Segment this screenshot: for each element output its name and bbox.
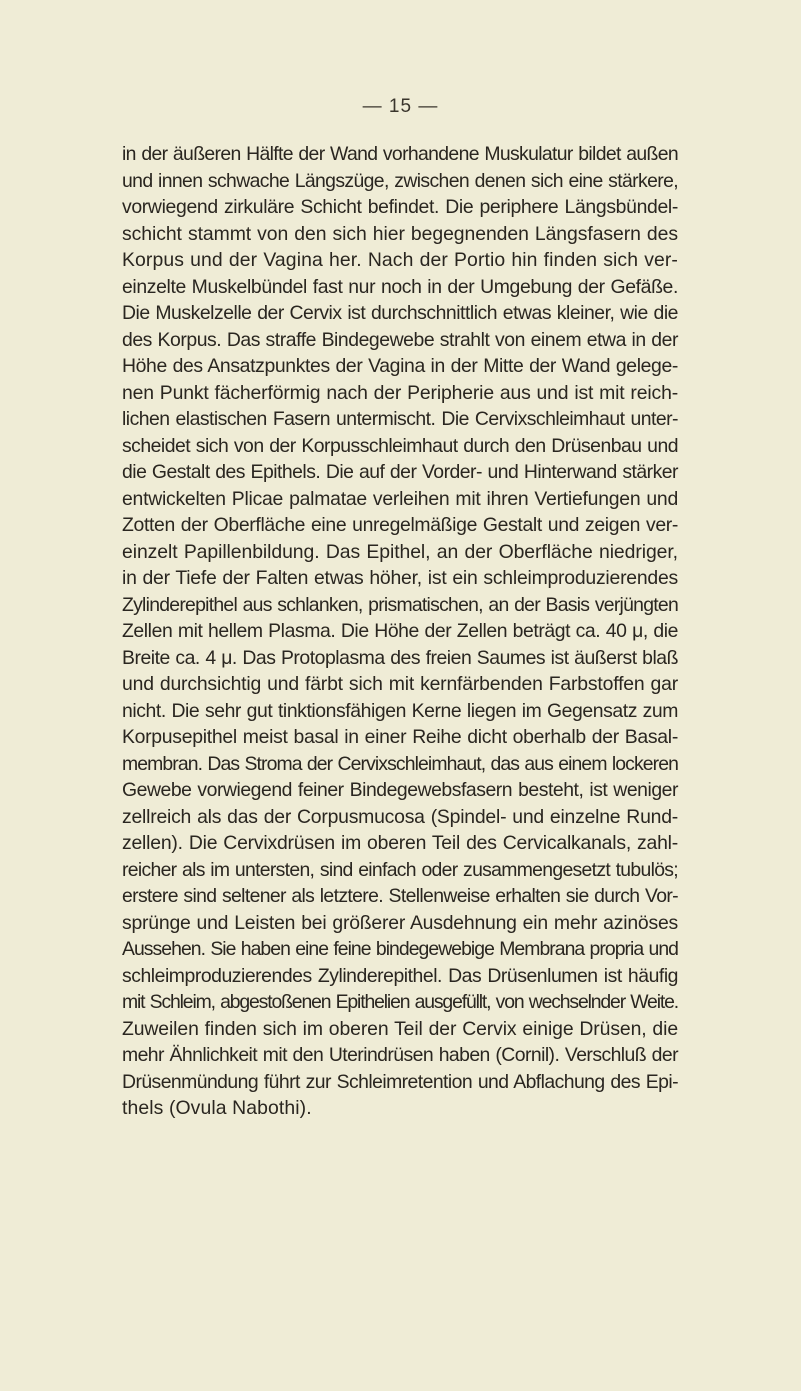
text-line: Zellen mit hellem Plasma. Die Höhe der Zellen beträgt ca. 40 μ, die	[122, 620, 678, 642]
text-line: thels (Ovula Nabothi).	[122, 1097, 312, 1119]
text-line: mit Schleim, abgestoßenen Epithelien ausgefüllt, von wechselnder Weite.	[122, 991, 678, 1013]
text-line: schleimproduzierendes Zylinderepithel. Das Drüsenlumen ist häufig	[122, 964, 678, 987]
text-line: Gewebe vorwiegend feiner Bindegewebsfasern besteht, ist weniger	[122, 779, 678, 801]
text-line: nicht. Die sehr gut tinktionsfähigen Kerne liegen im Gegensatz zum	[122, 699, 678, 722]
text-line: die Gestalt des Epithels. Die auf der Vorder- und Hinterwand stärker	[122, 461, 678, 483]
text-line: zellen). Die Cervixdrüsen im oberen Teil des Cervicalkanals, zahl-	[122, 832, 678, 854]
text-line: Die Muskelzelle der Cervix ist durchschnittlich etwas kleiner, wie die	[122, 302, 678, 324]
text-line: Zotten der Oberfläche eine unregelmäßige Gestalt und zeigen ver-	[122, 514, 678, 536]
text-line: und durchsichtig und färbt sich mit kernfärbenden Farbstoffen gar	[122, 673, 678, 695]
text-line: Aussehen. Sie haben eine feine bindegewebige Membrana propria und	[122, 938, 678, 960]
text-line: in der äußeren Hälfte der Wand vorhandene Muskulatur bildet außen	[122, 143, 678, 165]
page-number: — 15 —	[362, 96, 439, 117]
text-line: lichen elastischen Fasern untermischt. Die Cervixschleimhaut unter-	[122, 408, 678, 430]
text-line: erstere sind seltener als letztere. Stellenweise erhalten sie durch Vor-	[122, 885, 678, 907]
text-line: scheidet sich von der Korpusschleimhaut durch den Drüsenbau und	[122, 434, 678, 457]
text-line: Höhe des Ansatzpunktes der Vagina in der Mitte der Wand gelege-	[122, 355, 678, 377]
text-line: des Korpus. Das straffe Bindegewebe strahlt von einem etwa in der	[122, 328, 678, 351]
text-line: Korpusepithel meist basal in einer Reihe dicht oberhalb der Basal-	[122, 726, 678, 748]
text-line: Breite ca. 4 μ. Das Protoplasma des freien Saumes ist äußerst blaß	[122, 646, 678, 669]
text-line: mehr Ähnlichkeit mit den Uterindrüsen haben (Cornil). Verschluß der	[122, 1044, 678, 1066]
text-line: membran. Das Stroma der Cervixschleimhaut, das aus einem lockeren	[122, 752, 678, 775]
text-line: entwickelten Plicae palmatae verleihen mit ihren Vertiefungen und	[122, 487, 678, 510]
text-line: reicher als im untersten, sind einfach oder zusammengesetzt tubulös;	[122, 858, 678, 881]
text-line: und innen schwache Längszüge, zwischen denen sich eine stärkere,	[122, 169, 678, 192]
text-line: in der Tiefe der Falten etwas höher, ist ein schleimproduzierendes	[122, 567, 678, 589]
text-line: Drüsenmündung führt zur Schleimretention und Abflachung des Epi-	[122, 1070, 678, 1093]
text-line: Zylinderepithel aus schlanken, prismatischen, an der Basis verjüngten	[122, 593, 678, 616]
text-line: nen Punkt fächerförmig nach der Peripherie aus und ist mit reich-	[122, 381, 678, 404]
body-text	[122, 141, 678, 1122]
text-line: sprünge und Leisten bei größerer Ausdehnung ein mehr azinöses	[122, 911, 678, 934]
text-line: Korpus und der Vagina her. Nach der Portio hin finden sich ver-	[122, 249, 678, 271]
text-line: schicht stammt von den sich hier begegnenden Längsfasern des	[122, 222, 678, 245]
text-line: einzelt Papillenbildung. Das Epithel, an der Oberfläche niedriger,	[122, 540, 678, 563]
text-line: einzelte Muskelbündel fast nur noch in der Umgebung der Gefäße.	[122, 275, 678, 298]
text-line: zellreich als das der Corpusmucosa (Spindel- und einzelne Rund-	[122, 805, 678, 828]
text-line: vorwiegend zirkuläre Schicht befindet. Die periphere Längsbündel-	[122, 196, 678, 218]
text-line: Zuweilen finden sich im oberen Teil der Cervix einige Drüsen, die	[122, 1017, 678, 1040]
